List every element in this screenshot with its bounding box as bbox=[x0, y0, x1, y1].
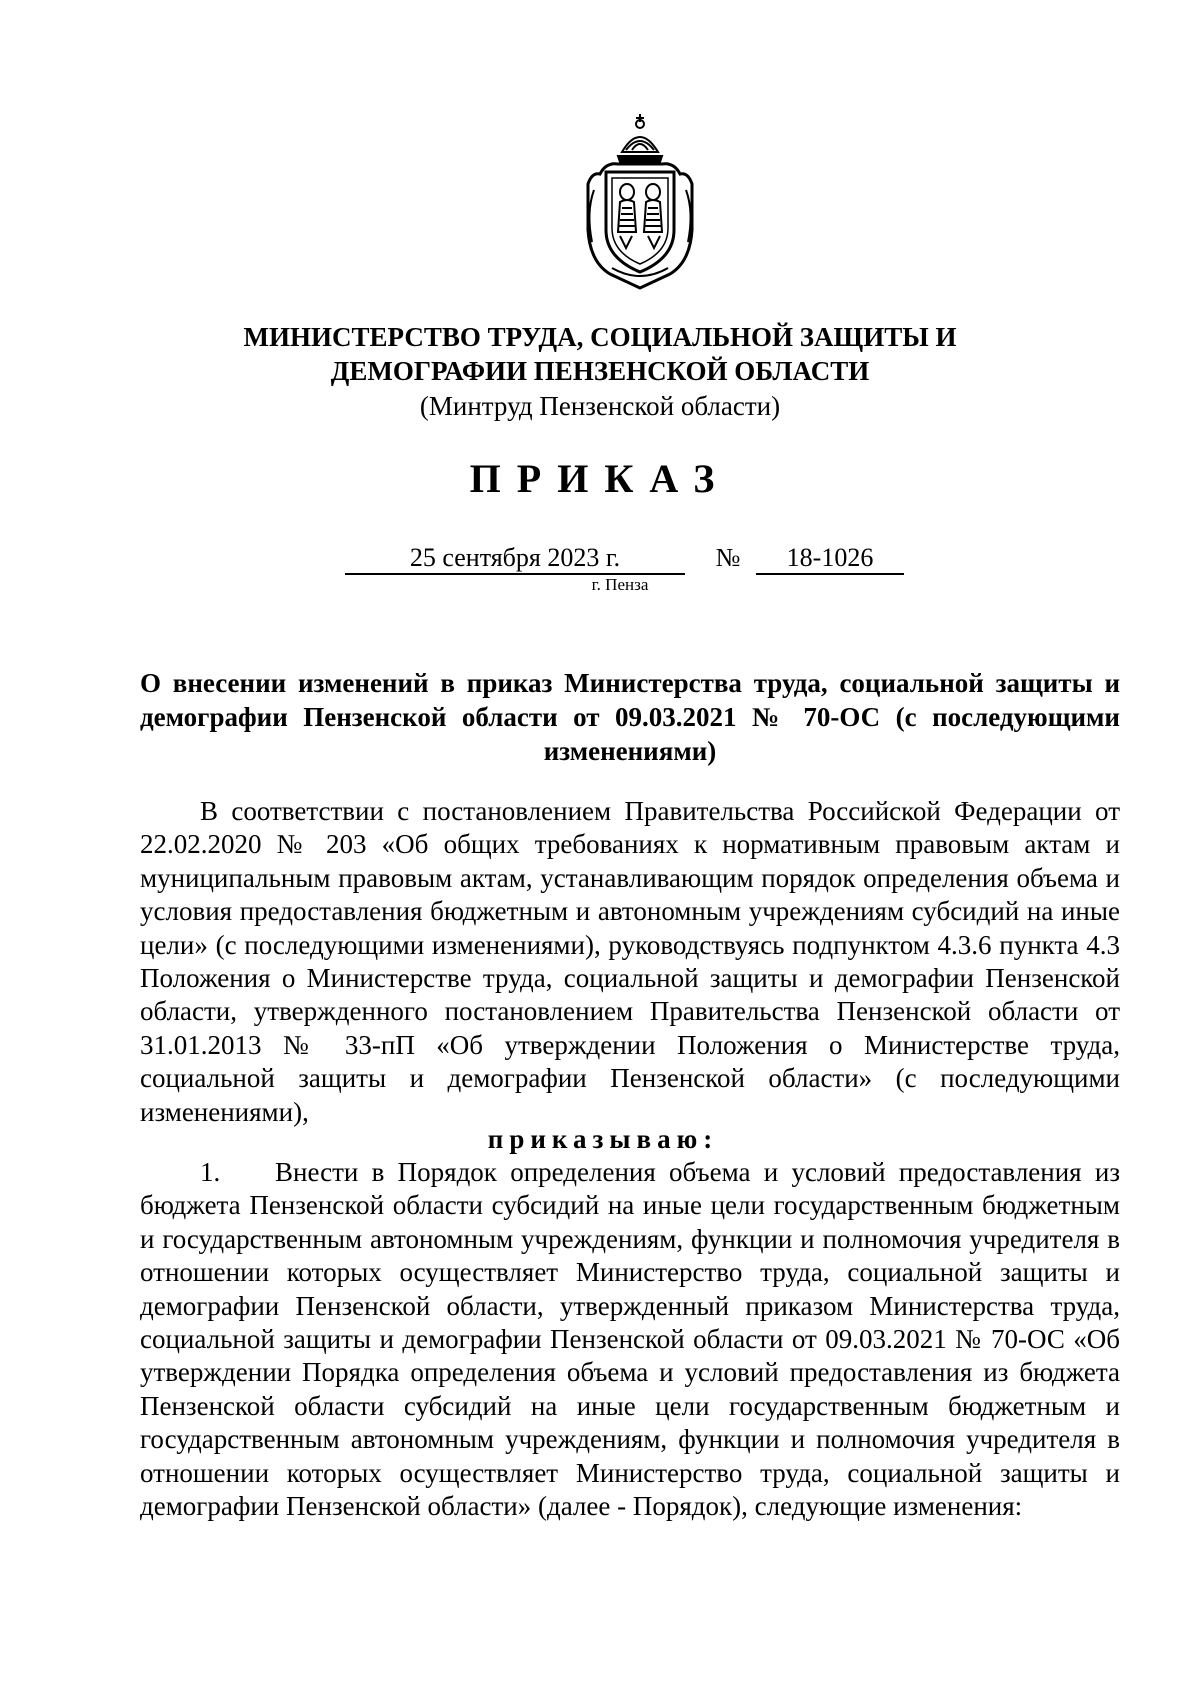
order-word-colon: : bbox=[703, 1124, 713, 1154]
coat-of-arms-icon bbox=[582, 112, 698, 292]
order-word-text: приказываю bbox=[487, 1124, 704, 1154]
order-subject: О внесении изменений в приказ Министерства труда, социальной защиты и демографии Пензенской области от 09.03.2021 № 70-ОС (с последующими изменениями) bbox=[140, 668, 1120, 766]
item-1-number: 1. bbox=[200, 1157, 221, 1187]
document-type-title: ПРИКАЗ bbox=[469, 456, 731, 501]
preamble-paragraph: В соответствии с постановлением Правительства Российской Федерации от 22.02.2020 № 203 «Об общих требованиях к нормативным правовым актам и муниципальным правовым актам, устанавливающим порядок определения объема и условия предоставления бюджетным и автономным учреждениям субсидий на иные цели» (с последующими изменениями), руководствуясь подпунктом 4.3.6 пункта 4.3 Положения о Министерстве труда, социальной защиты и демографии Пензенской области, утвержденного постановлением Правительства Пензенской области от 31.01.2013 № 33-пП «Об утверждении Положения о Министерстве труда, социальной защиты и демографии Пензенской области» (с последующими изменениями), bbox=[140, 796, 1120, 1127]
ministry-name-line-1: МИНИСТЕРСТВО ТРУДА, СОЦИАЛЬНОЙ ЗАЩИТЫ И bbox=[243, 322, 957, 352]
ministry-name-line-2: ДЕМОГРАФИИ ПЕНЗЕНСКОЙ ОБЛАСТИ bbox=[330, 356, 870, 386]
city-label: г. Пенза bbox=[591, 575, 649, 594]
order-word bbox=[0, 1123, 1200, 1156]
ministry-short-name: (Минтруд Пензенской области) bbox=[419, 391, 781, 421]
order-date: 25 сентября 2023 г. bbox=[345, 543, 685, 575]
item-1-paragraph bbox=[140, 1156, 1120, 1523]
order-number: 18-1026 bbox=[756, 543, 904, 575]
number-sign: № bbox=[715, 543, 741, 572]
item-1-text: Внести в Порядок определения объема и условий предоставления из бюджета Пензенской области субсидий на иные цели государственным бюджетным и государственным автономным учреждениям, функции и полномочия учредителя в отношении которых осуществляет Министерство труда, социальной защиты и демографии Пензенской области, утвержденный приказом Министерства труда, социальной защиты и демографии Пензенской области от 09.03.2021 № 70-ОС «Об утверждении Порядка определения объема и условий предоставления из бюджета Пензенской области субсидий на иные цели государственным бюджетным и государственным автономным учреждениям, функции и полномочия учредителя в отношении которых осуществляет Министерство труда, социальной защиты и демографии Пензенской области» (далее - Порядок), следующие изменения: bbox=[140, 1157, 1120, 1522]
